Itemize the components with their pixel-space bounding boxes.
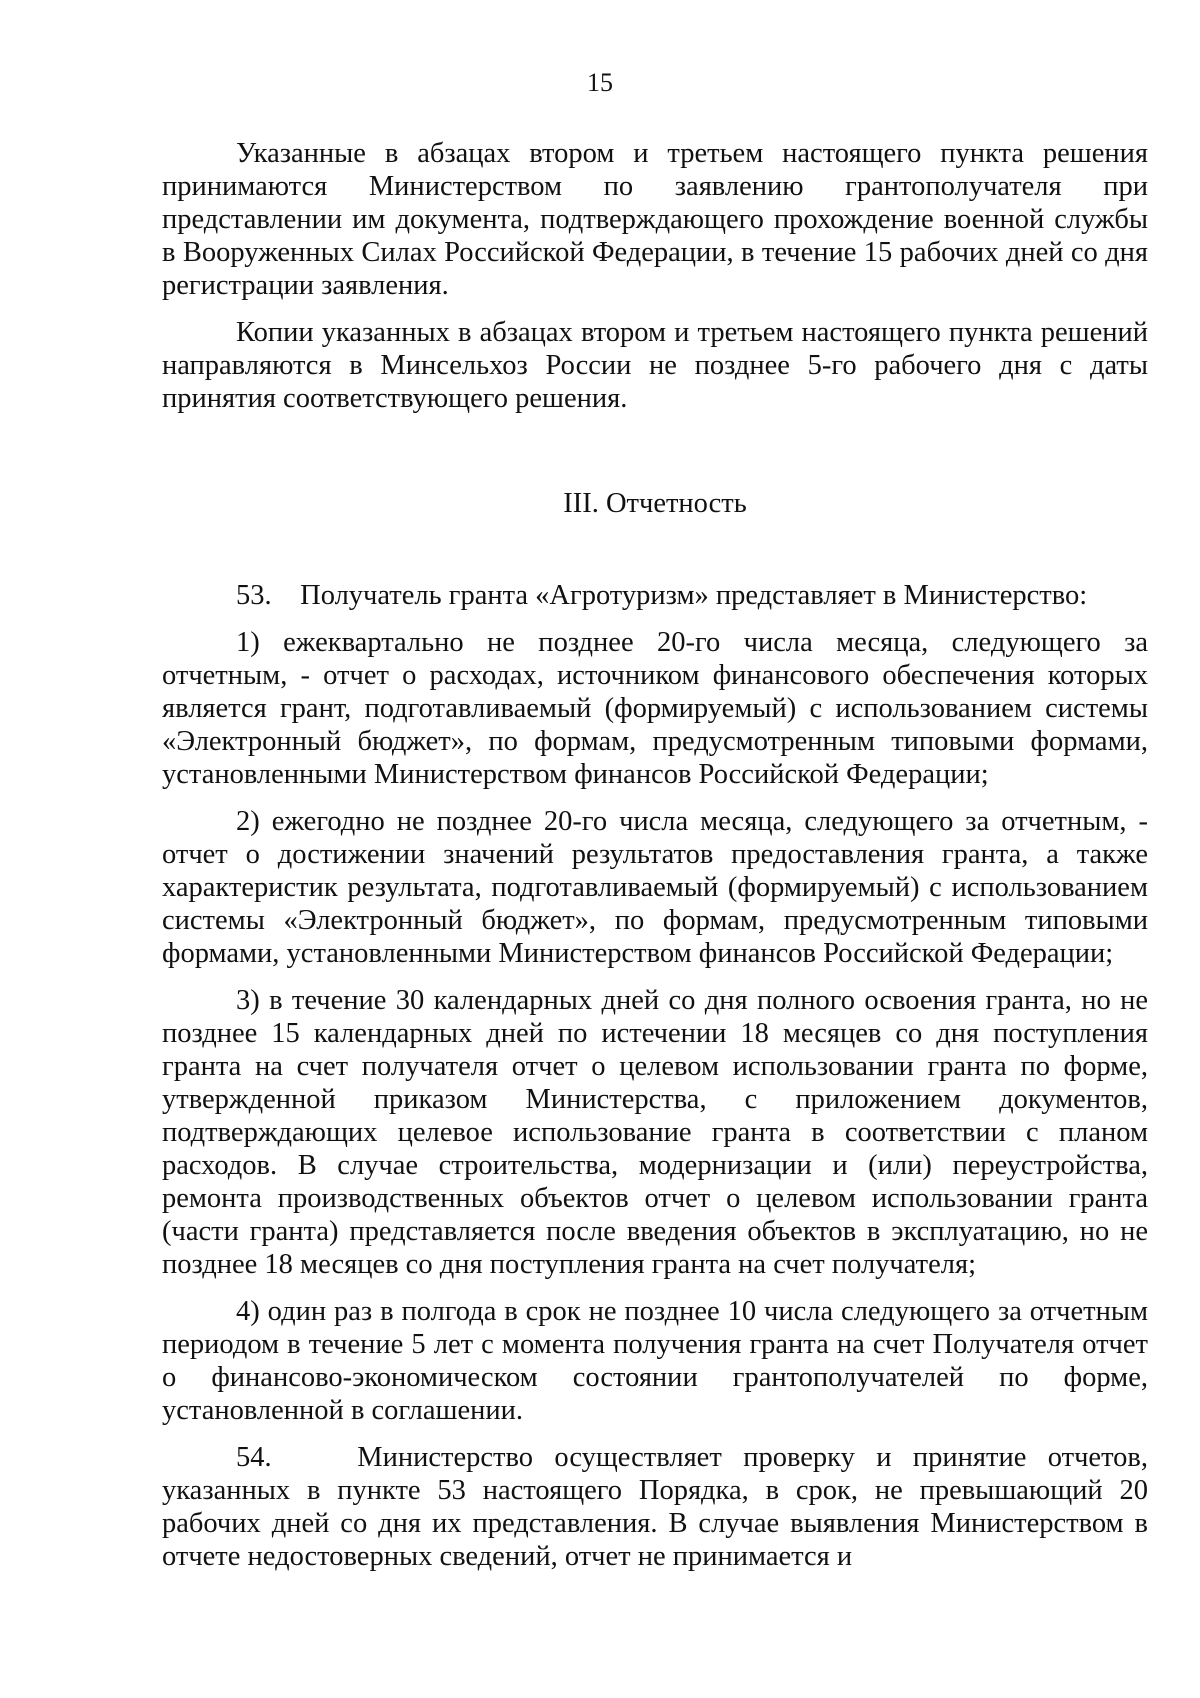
paragraph: 1) ежеквартально не позднее 20-го числа месяца, следующего за отчетным, - отчет о расходах, источником финансового обеспечения которых является грант, подготавливаемый (формируемый) с использованием системы «Электронный бюджет», по формам, предусмотренным типовыми формами, установленными Министерством финансов Российской Федерации;	[162, 627, 1148, 790]
body-paragraphs	[162, 579, 1148, 1587]
paragraph: Указанные в абзацах втором и третьем настоящего пункта решения принимаются Министерством по заявлению грантополучателя при представлении им документа, подтверждающего прохождение военной службы в Вооруженных Силах Российской Федерации, в течение 15 рабочих дней со дня регистрации заявления.	[162, 138, 1148, 301]
paragraph: 4) один раз в полгода в срок не позднее 10 числа следующего за отчетным периодом в течение 5 лет с момента получения гранта на счет Получателя отчет о финансово-экономическом состоянии грантополучателей по форме, установленной в соглашении.	[162, 1296, 1148, 1426]
paragraph: 2) ежегодно не позднее 20-го числа месяца, следующего за отчетным, - отчет о достижении значений результатов предоставления гранта, а также характеристик результата, подготавливаемый (формируемый) с использованием системы «Электронный бюджет», по формам, предусмотренным типовыми формами, установленными Министерством финансов Российской Федерации;	[162, 806, 1148, 969]
paragraph: 53. Получатель гранта «Агротуризм» представляет в Министерство:	[236, 580, 1088, 611]
section-heading-block	[162, 487, 1148, 520]
paragraph: 3) в течение 30 календарных дней со дня полного освоения гранта, но не позднее 15 календарных дней по истечении 18 месяцев со дня поступления гранта на счет получателя отчет о целевом использовании гранта по форме, утвержденной приказом Министерства, с приложением документов, подтверждающих целевое использование гранта в соответствии с планом расходов. В случае строительства, модернизации и (или) переустройства, ремонта производственных объектов отчет о целевом использовании гранта (части гранта) представляется после введения объектов в эксплуатацию, но не позднее 18 месяцев со дня поступления гранта на счет получателя;	[162, 985, 1148, 1280]
paragraph: 54. Министерство осуществляет проверку и принятие отчетов, указанных в пункте 53 настоящего Порядка, в срок, не превышающий 20 рабочих дней со дня их представления. В случае выявления Министерством в отчете недостоверных сведений, отчет не принимается и	[162, 1442, 1148, 1572]
paragraph: Копии указанных в абзацах втором и третьем настоящего пункта решений направляются в Минсельхоз России не позднее 5-го рабочего дня с даты принятия соответствующего решения.	[162, 317, 1148, 414]
top-paragraphs	[162, 137, 1148, 429]
page-number: 15	[587, 68, 613, 97]
section-heading: III. Отчетность	[563, 488, 747, 519]
